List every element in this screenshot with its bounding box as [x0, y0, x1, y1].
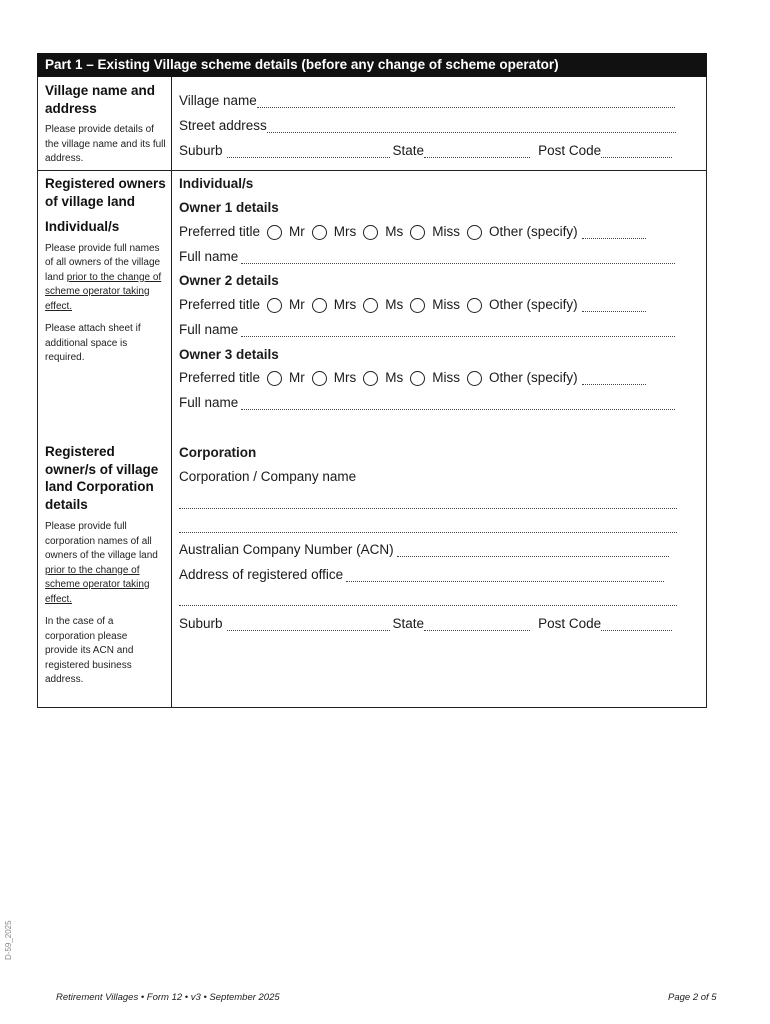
- footer-page-number: Page 2 of 5: [668, 992, 717, 1003]
- corporation-title: Corporation: [179, 445, 257, 460]
- state-label: State: [392, 143, 425, 158]
- owners-section-label: [45, 175, 167, 366]
- village-section-label: [45, 82, 167, 167]
- acn-label: Australian Company Number (ACN): [179, 542, 394, 557]
- acn-row: [179, 540, 669, 560]
- radio-other[interactable]: [467, 371, 482, 386]
- radio-other[interactable]: [467, 298, 482, 313]
- postcode-label: Post Code: [538, 143, 602, 158]
- owner-3-title: Owner 3 details: [179, 347, 279, 362]
- suburb-label: Suburb: [179, 616, 223, 631]
- company-name-field-2[interactable]: [179, 518, 677, 533]
- column-divider: [171, 77, 172, 708]
- corporation-suburb-row: [179, 614, 672, 634]
- option-mr: Mr: [289, 224, 305, 239]
- full-name-label: Full name: [179, 249, 239, 264]
- state-field[interactable]: [424, 616, 530, 631]
- street-address-label: Street address: [179, 118, 267, 133]
- street-address-row: [179, 116, 676, 136]
- state-label: State: [392, 616, 425, 631]
- full-name-label: Full name: [179, 322, 239, 337]
- radio-mr[interactable]: [267, 298, 282, 313]
- option-other: Other (specify): [489, 224, 578, 239]
- option-mr: Mr: [289, 370, 305, 385]
- street-address-field[interactable]: [267, 118, 676, 133]
- registered-office-line-2-row: [179, 589, 677, 609]
- other-specify-field[interactable]: [582, 224, 646, 239]
- company-name-line-1-row: [179, 492, 677, 512]
- registered-office-label: Address of registered office: [179, 567, 344, 582]
- option-mrs: Mrs: [333, 224, 357, 239]
- suburb-field[interactable]: [227, 143, 390, 158]
- radio-ms[interactable]: [363, 371, 378, 386]
- state-field[interactable]: [424, 143, 530, 158]
- postcode-field[interactable]: [601, 143, 672, 158]
- village-note: Please provide details of the village name and its full address.: [45, 124, 166, 164]
- radio-ms[interactable]: [363, 225, 378, 240]
- owner-2-title: Owner 2 details: [179, 273, 279, 288]
- option-ms: Ms: [385, 297, 404, 312]
- full-name-label: Full name: [179, 395, 239, 410]
- owner-1-name-row: [179, 247, 675, 267]
- corporation-section-label: [45, 443, 167, 688]
- other-specify-field[interactable]: [582, 370, 646, 385]
- company-name-line-2-row: [179, 516, 677, 536]
- option-miss: Miss: [432, 224, 461, 239]
- footer-form-info: Retirement Villages • Form 12 • v3 • September 2025: [56, 992, 280, 1003]
- registered-office-row: [179, 565, 664, 585]
- owners-note-underlined: prior to the change of scheme operator taking effect.: [45, 271, 162, 312]
- option-mrs: Mrs: [333, 370, 357, 385]
- radio-ms[interactable]: [363, 298, 378, 313]
- owners-note: [45, 242, 167, 315]
- preferred-title-label: Preferred title: [179, 297, 261, 312]
- owner-3-name-row: [179, 393, 675, 413]
- owner-3-title-row: [179, 368, 646, 388]
- village-heading: Village name and address: [45, 83, 156, 116]
- preferred-title-label: Preferred title: [179, 370, 261, 385]
- registered-office-field-2[interactable]: [179, 591, 677, 606]
- radio-miss[interactable]: [410, 298, 425, 313]
- radio-mr[interactable]: [267, 371, 282, 386]
- owners-note-text: Please provide full names of all owners of the village land: [45, 242, 161, 283]
- attach-note: Please attach sheet if additional space is required.: [45, 323, 141, 363]
- owner-2-title-row: [179, 295, 646, 315]
- village-name-row: [179, 91, 675, 111]
- company-name-label: Corporation / Company name: [179, 469, 357, 484]
- other-specify-field[interactable]: [582, 297, 646, 312]
- owner-1-full-name-field[interactable]: [241, 249, 675, 264]
- part-1-header: Part 1 – Existing Village scheme details (before any change of scheme operator): [37, 53, 707, 77]
- option-miss: Miss: [432, 297, 461, 312]
- radio-miss[interactable]: [410, 371, 425, 386]
- postcode-field[interactable]: [601, 616, 672, 631]
- document-code: D-59_2025: [4, 920, 13, 960]
- option-other: Other (specify): [489, 370, 578, 385]
- suburb-label: Suburb: [179, 143, 223, 158]
- registered-office-field[interactable]: [346, 567, 664, 582]
- postcode-label: Post Code: [538, 616, 602, 631]
- company-name-field-1[interactable]: [179, 494, 677, 509]
- radio-mrs[interactable]: [312, 225, 327, 240]
- owners-subheading: Individual/s: [45, 219, 120, 234]
- option-other: Other (specify): [489, 297, 578, 312]
- owner-2-name-row: [179, 320, 675, 340]
- individuals-title: Individual/s: [179, 176, 254, 191]
- option-mrs: Mrs: [333, 297, 357, 312]
- section-divider: [37, 170, 707, 171]
- corporation-note-text: Please provide full corporation names of all owners of the village land: [45, 521, 158, 561]
- acn-field[interactable]: [397, 542, 669, 557]
- corporation-note-2: In the case of a corporation please provide its ACN and registered business address.: [45, 616, 134, 685]
- suburb-row: [179, 141, 672, 161]
- option-ms: Ms: [385, 224, 404, 239]
- village-name-label: Village name: [179, 93, 257, 108]
- owner-1-title-row: [179, 222, 646, 242]
- owner-1-title: Owner 1 details: [179, 200, 279, 215]
- owners-heading: Registered owners of village land: [45, 176, 166, 209]
- radio-other[interactable]: [467, 225, 482, 240]
- option-mr: Mr: [289, 297, 305, 312]
- corporation-heading: Registered owner/s of village land Corporation details: [45, 444, 159, 512]
- radio-miss[interactable]: [410, 225, 425, 240]
- radio-mrs[interactable]: [312, 371, 327, 386]
- village-name-field[interactable]: [257, 93, 675, 108]
- corporation-note: [45, 520, 163, 607]
- radio-mrs[interactable]: [312, 298, 327, 313]
- owner-3-full-name-field[interactable]: [241, 395, 675, 410]
- suburb-field[interactable]: [227, 616, 390, 631]
- option-miss: Miss: [432, 370, 461, 385]
- preferred-title-label: Preferred title: [179, 224, 261, 239]
- corporation-note-underlined: prior to the change of scheme operator taking effect.: [45, 564, 150, 605]
- owner-2-full-name-field[interactable]: [241, 322, 675, 337]
- radio-mr[interactable]: [267, 225, 282, 240]
- option-ms: Ms: [385, 370, 404, 385]
